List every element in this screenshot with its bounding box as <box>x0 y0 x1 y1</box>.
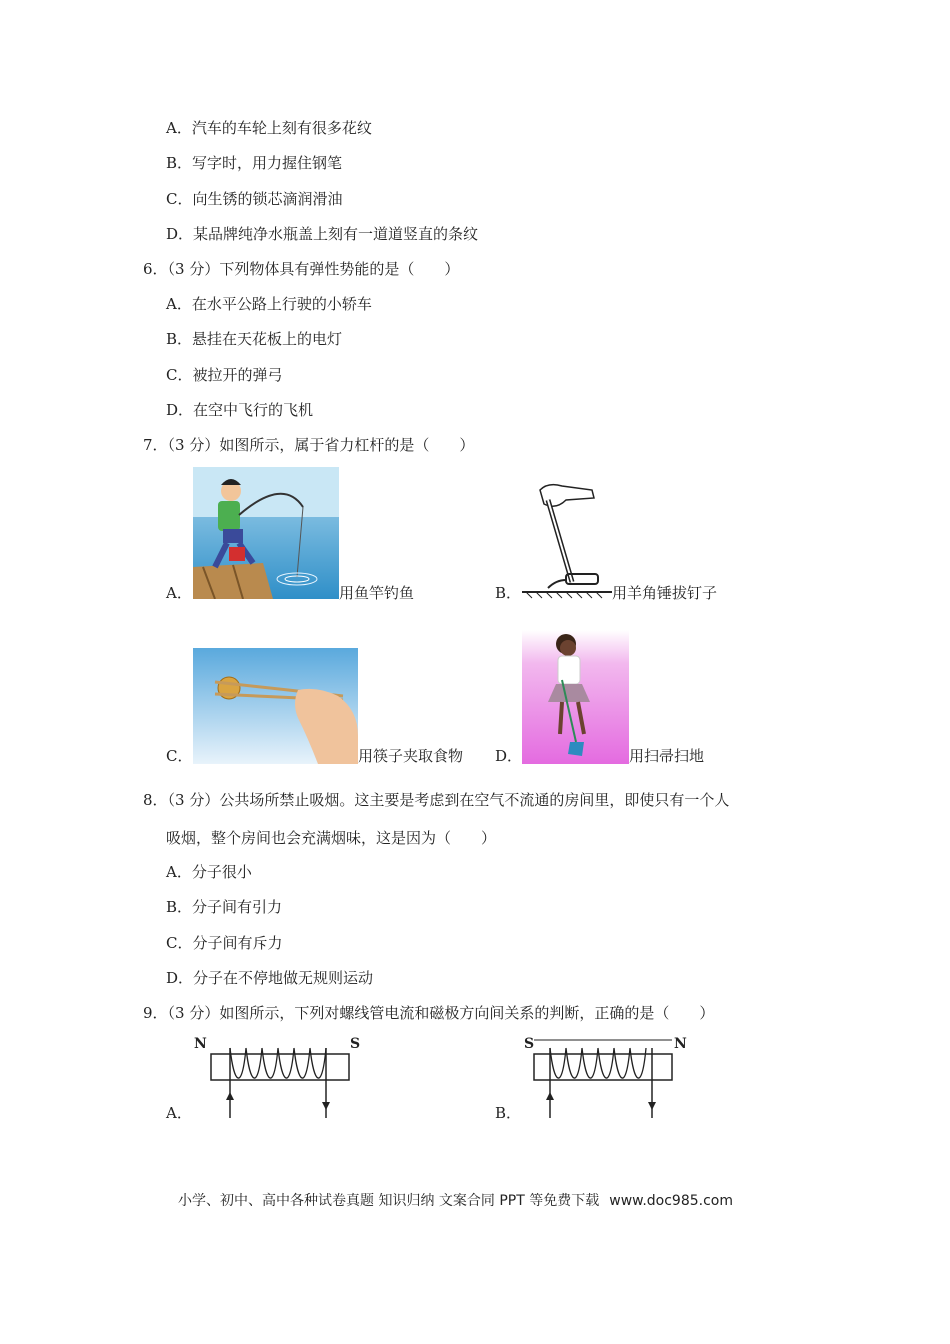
q8-stem-line2: 吸烟，整个房间也会充满烟味，这是因为（ ） <box>166 829 497 847</box>
solenoid-diagram-b <box>522 1034 692 1124</box>
q8-stem-line1: 8．（3 分）公共场所禁止吸烟。这主要是考虑到在空气不流通的房间里，即使只有一个人 <box>143 791 730 809</box>
q5-option-b: B．写字时，用力握住钢笔 <box>166 154 343 172</box>
q7-option-a-letter: A． <box>166 584 192 602</box>
q9-a-right-pole: S <box>350 1036 361 1052</box>
footer-url[interactable]: www.doc985.com <box>609 1193 733 1209</box>
sweeping-girl-picture <box>522 630 629 764</box>
q7-option-c-caption: 用筷子夹取食物 <box>358 747 464 765</box>
q9-option-b-letter: B． <box>495 1104 522 1122</box>
fishing-picture <box>193 467 339 599</box>
q6-option-d: D．在空中飞行的飞机 <box>166 401 314 419</box>
q9-b-right-pole: N <box>674 1036 687 1052</box>
q9-option-a-letter: A． <box>166 1104 192 1122</box>
page-footer <box>178 1190 733 1210</box>
q7-option-d-caption: 用扫帚扫地 <box>629 747 705 765</box>
q6-stem: 6．（3 分）下列物体具有弹性势能的是（ ） <box>143 260 460 278</box>
q5-option-d: D．某品牌纯净水瓶盖上刻有一道道竖直的条纹 <box>166 225 479 243</box>
solenoid-diagram-a <box>194 1034 364 1124</box>
footer-text: 小学、初中、高中各种试卷真题 知识归纳 文案合同 PPT 等免费下载 <box>178 1193 600 1209</box>
q6-option-c: C．被拉开的弹弓 <box>166 366 283 384</box>
q6-option-b: B．悬挂在天花板上的电灯 <box>166 330 343 348</box>
q6-option-a: A．在水平公路上行驶的小轿车 <box>166 295 372 313</box>
q9-stem: 9．（3 分）如图所示，下列对螺线管电流和磁极方向间关系的判断，正确的是（ ） <box>143 1004 715 1022</box>
q8-option-c: C．分子间有斥力 <box>166 934 283 952</box>
chopsticks-picture <box>193 648 358 764</box>
q5-option-c: C．向生锈的锁芯滴润滑油 <box>166 190 343 208</box>
q8-option-b: B．分子间有引力 <box>166 898 283 916</box>
q7-option-b-caption: 用羊角锤拔钉子 <box>612 584 718 602</box>
claw-hammer-picture <box>522 480 612 600</box>
q8-option-d: D．分子在不停地做无规则运动 <box>166 969 374 987</box>
q8-option-a: A．分子很小 <box>166 863 252 881</box>
q7-stem: 7．（3 分）如图所示，属于省力杠杆的是（ ） <box>143 436 475 454</box>
q7-option-c-letter: C． <box>166 747 193 765</box>
q5-option-a: A．汽车的车轮上刻有很多花纹 <box>166 119 372 137</box>
q7-option-b-letter: B． <box>495 584 522 602</box>
q9-b-left-pole: S <box>524 1036 535 1052</box>
q9-a-left-pole: N <box>194 1036 207 1052</box>
q7-option-a-caption: 用鱼竿钓鱼 <box>339 584 415 602</box>
q7-option-d-letter: D． <box>495 747 523 765</box>
